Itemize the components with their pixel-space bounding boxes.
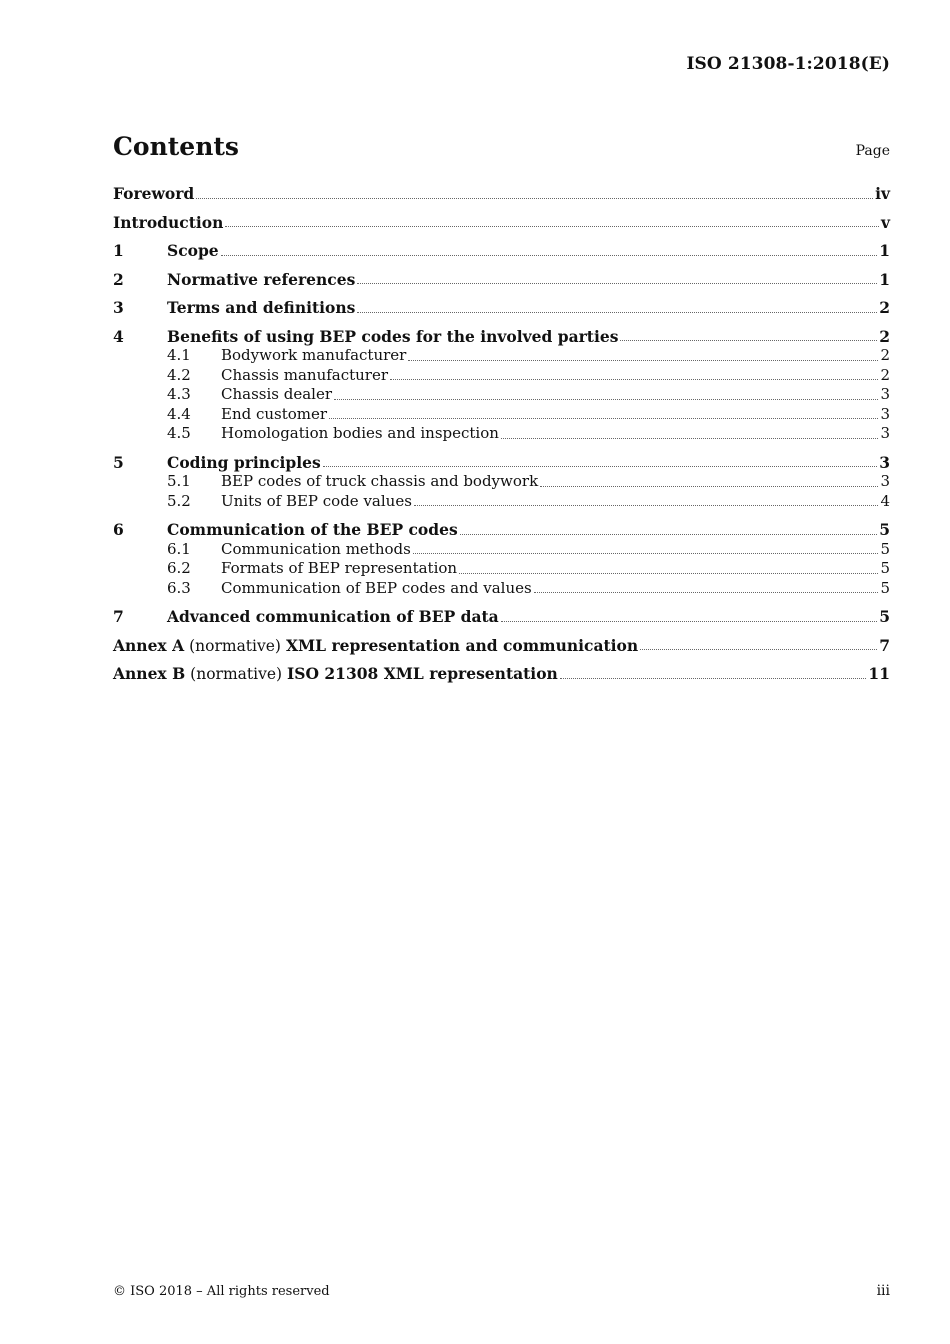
toc-entry-page: 5 — [880, 578, 890, 597]
dot-leader — [225, 225, 879, 227]
table-of-contents — [113, 184, 890, 684]
page-column-label: Page — [855, 143, 890, 159]
toc-entry-page: 1 — [879, 241, 890, 260]
dot-leader — [460, 533, 878, 535]
toc-entry-number: 2 — [113, 269, 124, 289]
toc-entry[interactable] — [113, 270, 890, 290]
toc-entry-page: 2 — [879, 326, 890, 346]
dot-leader — [323, 465, 877, 467]
toc-entry-page: 5 — [880, 539, 890, 558]
toc-entry-page: v — [880, 212, 890, 232]
dot-leader — [408, 359, 878, 361]
toc-entry-title[interactable]: Units of BEP code values — [221, 491, 412, 510]
dot-leader — [413, 552, 879, 554]
toc-entry[interactable] — [113, 424, 890, 444]
annex-page: 7 — [879, 635, 890, 655]
toc-entry[interactable] — [113, 184, 890, 204]
toc-entry[interactable] — [113, 213, 890, 233]
toc-entry-page: 4 — [880, 491, 890, 510]
dot-leader — [620, 339, 877, 341]
toc-entry-title[interactable]: Terms and definitions — [167, 298, 356, 317]
dot-leader — [334, 398, 878, 400]
dot-leader — [640, 648, 877, 650]
toc-entry[interactable] — [113, 607, 890, 627]
toc-entry-number: 6.2 — [167, 559, 191, 577]
dot-leader — [390, 378, 878, 380]
dot-leader — [459, 572, 878, 574]
toc-entry[interactable] — [113, 472, 890, 492]
toc-entry-title[interactable]: Chassis manufacturer — [221, 365, 389, 384]
toc-entry-title[interactable]: Communication of the BEP codes — [167, 520, 458, 539]
toc-entry-number: 4.2 — [167, 365, 191, 384]
toc-entry-page: 2 — [880, 365, 890, 384]
document-id: ISO 21308-1:2018(E) — [686, 54, 890, 74]
dot-leader — [534, 591, 879, 593]
toc-entry-title[interactable]: Chassis dealer — [221, 385, 333, 403]
toc-entry[interactable] — [113, 298, 890, 318]
toc-entry-number: 4.3 — [167, 385, 191, 403]
dot-leader — [414, 504, 879, 506]
toc-entry-title[interactable]: Benefits of using BEP codes for the involved parties — [167, 326, 619, 346]
dot-leader — [501, 620, 877, 622]
toc-entry-title[interactable]: Introduction — [113, 212, 224, 232]
annex-qualifier: (normative) — [190, 665, 283, 683]
dot-leader — [540, 485, 878, 487]
toc-entry-page: 2 — [879, 298, 890, 317]
toc-entry-page: 2 — [880, 346, 890, 364]
toc-entry-number: 4.4 — [167, 404, 191, 423]
toc-entry[interactable] — [113, 540, 890, 560]
toc-entry-number: 6.3 — [167, 578, 191, 597]
toc-entry-title[interactable]: Bodywork manufacturer — [221, 346, 407, 364]
toc-entry[interactable] — [113, 366, 890, 386]
toc-entry-page: 3 — [879, 452, 890, 472]
toc-entry[interactable] — [113, 579, 890, 599]
toc-entry-title[interactable]: Coding principles — [167, 452, 321, 472]
annex-label[interactable]: Annex B — [113, 664, 186, 683]
dot-leader — [196, 197, 873, 199]
toc-entry[interactable] — [113, 492, 890, 512]
dot-leader — [357, 282, 877, 284]
toc-entry-page: 3 — [880, 404, 890, 423]
toc-entry-title[interactable]: End customer — [221, 404, 328, 423]
toc-entry-number: 4.5 — [167, 424, 191, 442]
toc-entry[interactable] — [113, 520, 890, 540]
toc-entry-title[interactable]: Homologation bodies and inspection — [221, 424, 499, 442]
annex-title[interactable]: ISO 21308 XML representation — [287, 664, 558, 683]
dot-leader — [501, 437, 879, 439]
copyright-notice: © ISO 2018 – All rights reserved — [113, 1284, 330, 1299]
toc-entry-number: 5.1 — [167, 472, 191, 490]
toc-entry-page: 1 — [879, 269, 890, 289]
toc-entry[interactable] — [113, 559, 890, 579]
toc-entry-title[interactable]: Normative references — [167, 269, 356, 289]
toc-entry-title[interactable]: Advanced communication of BEP data — [167, 607, 499, 626]
toc-entry-number: 3 — [113, 298, 124, 317]
annex-page: 11 — [868, 664, 890, 683]
annex-qualifier: (normative) — [189, 636, 281, 655]
toc-entry-page: 5 — [879, 607, 890, 626]
toc-entry-number: 1 — [113, 241, 124, 260]
toc-entry-title[interactable]: BEP codes of truck chassis and bodywork — [221, 472, 539, 490]
toc-entry[interactable] — [113, 241, 890, 261]
toc-entry-title[interactable]: Formats of BEP representation — [221, 559, 458, 577]
toc-entry-page: 3 — [880, 424, 890, 442]
toc-entry-page: 5 — [879, 520, 890, 539]
toc-entry[interactable] — [113, 346, 890, 366]
toc-entry-title[interactable]: Foreword — [113, 184, 195, 203]
dot-leader — [329, 417, 878, 419]
toc-annex-entry[interactable] — [113, 664, 890, 684]
dot-leader — [221, 254, 878, 256]
toc-entry-title[interactable]: Scope — [167, 241, 219, 260]
toc-entry-number: 6 — [113, 520, 124, 539]
toc-entry-number: 5.2 — [167, 491, 191, 510]
toc-entry-title[interactable]: Communication of BEP codes and values — [221, 578, 532, 597]
toc-entry-title[interactable]: Communication methods — [221, 539, 411, 558]
toc-entry-page: 3 — [880, 472, 890, 490]
toc-entry-page: 5 — [880, 559, 890, 577]
dot-leader — [560, 677, 867, 679]
toc-entry-number: 6.1 — [167, 539, 191, 558]
toc-entry-number: 7 — [113, 607, 124, 626]
toc-entry[interactable] — [113, 385, 890, 405]
toc-entry-page: 3 — [880, 385, 890, 403]
toc-entry-number: 5 — [113, 452, 124, 472]
page-number: iii — [876, 1283, 890, 1299]
toc-entry[interactable] — [113, 405, 890, 425]
annex-label[interactable]: Annex A — [113, 635, 185, 655]
toc-entry-number: 4.1 — [167, 346, 191, 364]
dot-leader — [357, 311, 877, 313]
toc-entry[interactable] — [113, 327, 890, 347]
toc-annex-entry[interactable] — [113, 636, 890, 656]
toc-entry-number: 4 — [113, 326, 124, 346]
toc-entry[interactable] — [113, 453, 890, 473]
annex-title[interactable]: XML representation and communication — [285, 635, 639, 655]
toc-entry-page: iv — [875, 184, 890, 203]
contents-heading: Contents — [113, 132, 240, 161]
